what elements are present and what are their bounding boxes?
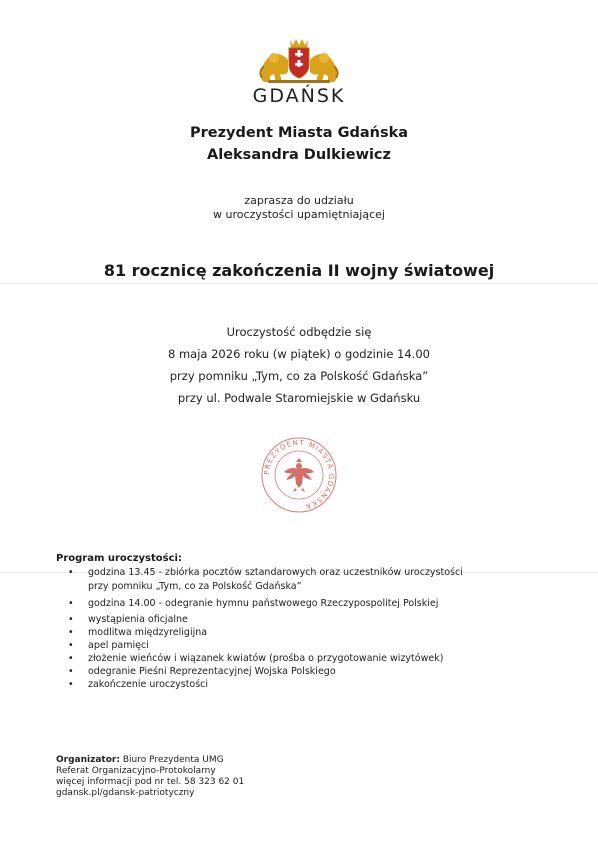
program-item	[56, 665, 576, 678]
program-item-text: modlitwa międzyreligijna	[88, 627, 208, 638]
program-heading: Program uroczystości:	[56, 553, 182, 564]
bullet-icon: •	[68, 666, 74, 677]
bullet-icon: •	[68, 640, 74, 651]
organizer-phone-info: więcej informacji pod nr tel. 58 323 62 01	[56, 777, 245, 787]
event-location-street: przy ul. Podwale Staromiejskie w Gdańsku	[177, 391, 421, 405]
program-item	[56, 613, 576, 626]
program-item-text: zakończenie uroczystości	[88, 679, 209, 690]
gdansk-coat-of-arms-logo	[258, 36, 340, 84]
seal-text: PREZYDENT MIASTA GDAŃSKA	[262, 438, 336, 511]
program-item	[56, 639, 576, 652]
event-title: 81 rocznicę zakończenia II wojny światowej	[103, 261, 495, 280]
host-title: Prezydent Miasta Gdańska	[189, 125, 409, 141]
event-date-time: 8 maja 2026 roku (w piątek) o godzinie 14.00	[168, 347, 430, 361]
bullet-icon: •	[68, 653, 74, 664]
program-item-subtext: przy pomniku „Tym, co za Polskość Gdańska”	[88, 581, 302, 592]
program-item	[56, 566, 576, 594]
organizer-website: gdansk.pl/gdansk-patriotyczny	[56, 788, 195, 798]
program-item-text: złożenie wieńców i wiązanek kwiatów (prośba o przygotowanie wizytówek)	[88, 653, 444, 664]
bullet-icon: •	[68, 614, 74, 625]
program-item	[56, 597, 576, 610]
program-item-text: odegranie Pieśni Reprezentacyjnej Wojska Polskiego	[88, 666, 336, 677]
scan-artifact-line	[0, 283, 598, 284]
host-name: Aleksandra Dulkiewicz	[207, 147, 391, 163]
invitation-line-1: zaprasza do udziału	[244, 194, 354, 207]
invitation-line-2: w uroczystości upamiętniającej	[213, 208, 385, 221]
bullet-icon: •	[68, 679, 74, 690]
program-list	[56, 566, 576, 691]
event-details-line-1: Uroczystość odbędzie się	[226, 325, 372, 339]
program-item	[56, 678, 576, 691]
bullet-icon: •	[68, 627, 74, 638]
organizer-line	[56, 755, 244, 766]
program-item-text: apel pamięci	[88, 640, 149, 651]
program-item-text: wystąpienia oficjalne	[88, 614, 188, 625]
organizer-block	[56, 755, 244, 799]
city-name: GDAŃSK	[252, 85, 346, 107]
program-item-text: godzina 14.00 - odegranie hymnu państwowego Rzeczypospolitej Polskiej	[88, 598, 439, 609]
program-item-text: godzina 13.45 - zbiórka pocztów sztandarowych oraz uczestników uroczystości	[88, 567, 463, 578]
organizer-name: Biuro Prezydenta UMG	[122, 755, 224, 765]
program-item	[56, 626, 576, 639]
bullet-icon: •	[68, 598, 74, 609]
program-item	[56, 652, 576, 665]
presidential-seal-stamp	[260, 436, 338, 514]
organizer-department: Referat Organizacyjno-Protokolarny	[56, 766, 216, 776]
event-location-monument: przy pomniku „Tym, co za Polskość Gdańska”	[169, 369, 429, 383]
organizer-label: Organizator:	[56, 755, 120, 765]
bullet-icon: •	[68, 567, 74, 578]
